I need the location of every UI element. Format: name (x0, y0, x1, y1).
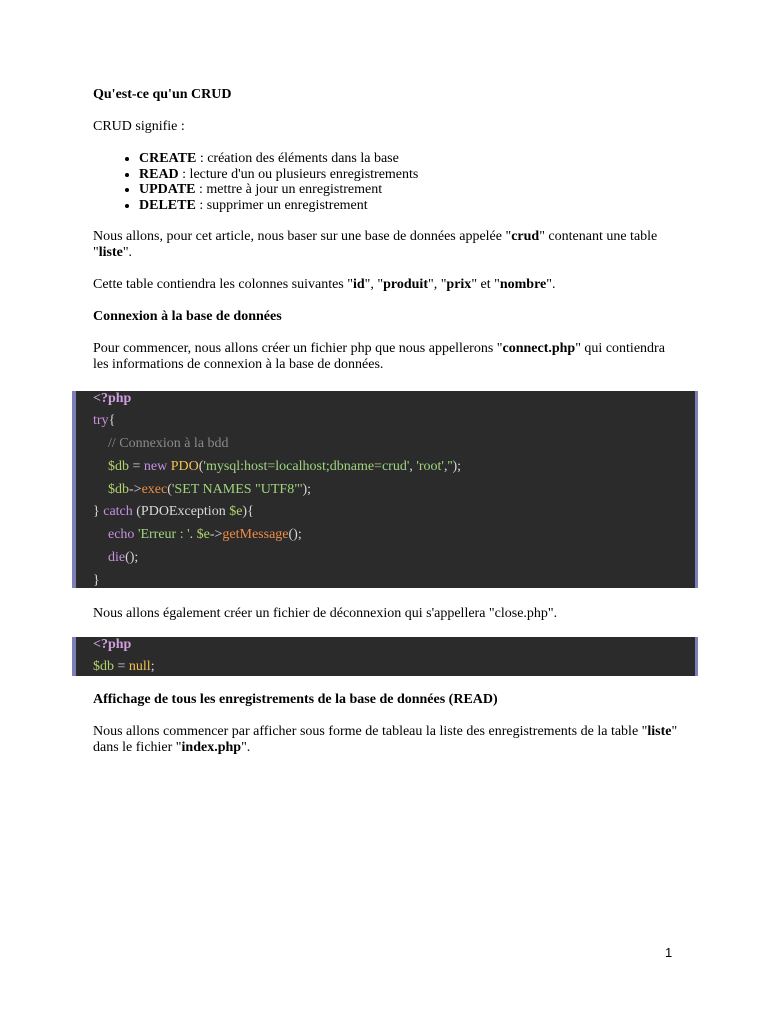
paragraph-index: Nous allons commencer par afficher sous forme de tableau la liste des enregistrements de la table "liste" dans le fichier "index.php". (93, 724, 678, 755)
list-item-update: • UPDATE : mettre à jour un enregistrement (139, 182, 683, 198)
code-block-connect (72, 391, 698, 588)
code-line: try{ (93, 413, 116, 428)
page-number: 1 (665, 945, 673, 960)
code-line: echo 'Erreur : '. $e->getMessage(); (108, 527, 302, 542)
paragraph-close: Nous allons également créer un fichier de déconnexion qui s'appellera "close.php". (93, 606, 558, 621)
code-line: } catch (PDOException $e){ (93, 504, 254, 519)
code-comment: // Connexion à la bdd (108, 436, 229, 451)
code-line: $db = new PDO('mysql:host=localhost;dbname=crud', 'root',''); (108, 459, 462, 474)
crud-intro: CRUD signifie : (93, 119, 185, 134)
paragraph-database: Nous allons, pour cet article, nous baser sur une base de données appelée "crud" contenant une table "liste". (93, 229, 658, 260)
code-line: <?php (93, 391, 132, 406)
code-line: $db->exec('SET NAMES "UTF8"'); (108, 482, 312, 497)
code-block-close (72, 637, 698, 676)
list-item-delete: • DELETE : supprimer un enregistrement (139, 198, 683, 214)
paragraph-connect: Pour commencer, nous allons créer un fichier php que nous appellerons "connect.php" qui contiendra les informations de connexion à la base de données. (93, 341, 665, 372)
list-item-read: • READ : lecture d'un ou plusieurs enregistrements (139, 167, 683, 183)
section-heading-read: Affichage de tous les enregistrements de la base de données (READ) (93, 692, 498, 707)
text-block-top (93, 87, 683, 373)
crud-list (93, 151, 683, 213)
list-item-create: • CREATE : création des éléments dans la base (139, 151, 683, 167)
code-line: } (93, 573, 100, 588)
text-block-bottom (93, 692, 683, 756)
code-line: $db = null; (93, 659, 155, 674)
code-line: <?php (93, 637, 132, 652)
section-heading-connexion: Connexion à la base de données (93, 309, 282, 324)
code-line: die(); (108, 550, 139, 565)
page-title: Qu'est-ce qu'un CRUD (93, 87, 232, 102)
paragraph-columns: Cette table contiendra les colonnes suivantes "id", "produit", "prix" et "nombre". (93, 277, 556, 292)
